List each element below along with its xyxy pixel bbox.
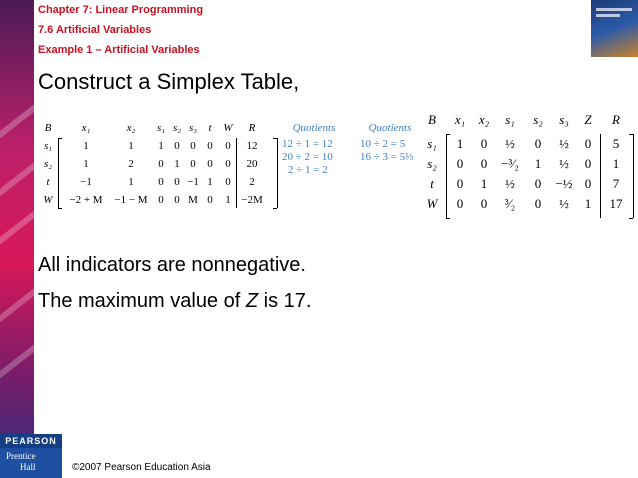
section-title: 7.6 Artificial Variables <box>38 24 152 36</box>
table-cell: 1 <box>456 136 464 151</box>
matrix-bracket <box>446 134 634 218</box>
table-cell: 0 <box>480 156 488 171</box>
matrix-bracket <box>58 138 278 208</box>
conclusion-text: is 17. <box>258 290 312 312</box>
bracket-tick <box>273 138 277 139</box>
column-header: t <box>208 122 212 134</box>
table-cell: M <box>188 194 198 206</box>
bracket-tick <box>446 134 450 135</box>
logo-top-text: PEARSON <box>0 434 62 448</box>
row-basis-label: s₂ <box>427 156 437 171</box>
bracket-tick <box>58 208 62 209</box>
table-cell: ½ <box>505 136 515 151</box>
column-header: x₂ <box>126 122 136 134</box>
conclusion-line-2 <box>38 290 311 313</box>
table-cell: 0 <box>158 158 164 170</box>
row-basis-label: t <box>430 176 434 191</box>
table-cell: 1 <box>158 140 164 152</box>
column-header: Z <box>584 112 592 127</box>
table-cell: 0 <box>225 176 231 188</box>
table-cell: ³⁄₂ <box>504 196 516 211</box>
table-cell: 2 <box>128 158 134 170</box>
row-basis-label: W <box>426 196 438 211</box>
table-cell: 1 <box>584 196 592 211</box>
column-header: x₂ <box>478 112 490 127</box>
next-simplex-table <box>424 112 632 224</box>
table-cell: ½ <box>505 176 515 191</box>
quotient-line: 10 ÷ 2 = 5 <box>360 138 406 150</box>
table-cell: 1 <box>83 140 89 152</box>
row-basis-label: s₂ <box>43 158 53 170</box>
table-cell: 0 <box>584 136 592 151</box>
bracket-tick <box>446 218 450 219</box>
bracket-tick <box>629 134 633 135</box>
column-header: R <box>612 112 620 127</box>
table-cell: 0 <box>158 176 164 188</box>
column-header: W <box>223 122 233 134</box>
logo-line: Prentice <box>6 451 36 461</box>
quotients-label-2: Quotients <box>368 122 412 134</box>
quotients-label-1: Quotients <box>292 122 336 134</box>
table-cell: 1 <box>612 156 620 171</box>
table-cell: 1 <box>128 140 134 152</box>
table-cell: ½ <box>559 196 569 211</box>
chapter-title: Chapter 7: Linear Programming <box>38 4 204 16</box>
bracket-tick <box>629 218 633 219</box>
slide-header <box>38 0 203 60</box>
table-cell: 0 <box>584 176 592 191</box>
table-cell: 1 <box>83 158 89 170</box>
example-title: Example 1 – Artificial Variables <box>38 44 200 56</box>
table-cell: −1 − M <box>114 194 148 206</box>
column-header: B <box>428 112 436 127</box>
table-cell: ½ <box>559 156 569 171</box>
table-cell: 0 <box>174 140 180 152</box>
table-cell: 1 <box>480 176 488 191</box>
table-cell: −1 <box>80 176 92 188</box>
row-basis-label: s₁ <box>427 136 437 151</box>
table-cell: 0 <box>225 158 231 170</box>
pearson-logo <box>0 434 62 478</box>
table-cell: 2 <box>249 176 255 188</box>
table-cell: ½ <box>559 136 569 151</box>
table-cell: 0 <box>456 176 464 191</box>
table-cell: −2M <box>241 194 263 206</box>
row-basis-label: t <box>46 176 50 188</box>
conclusion-variable: Z <box>245 290 259 312</box>
row-basis-label: s₁ <box>43 140 53 152</box>
column-header: x₁ <box>454 112 466 127</box>
table-cell: 0 <box>158 194 164 206</box>
table-cell: 0 <box>207 140 213 152</box>
bracket-tick <box>58 138 62 139</box>
table-cell: −2 + M <box>69 194 103 206</box>
table-cell: 1 <box>174 158 180 170</box>
table-cell: 0 <box>584 156 592 171</box>
table-cell: −³⁄₂ <box>501 156 519 171</box>
bracket-tick <box>273 208 277 209</box>
column-header: s₁ <box>156 122 166 134</box>
table-cell: −1 <box>187 176 199 188</box>
table-cell: 0 <box>534 136 542 151</box>
quotient-line: 16 ÷ 3 = 5⅓ <box>360 151 414 163</box>
column-header: x₁ <box>81 122 91 134</box>
column-header: s₂ <box>172 122 182 134</box>
table-cell: 0 <box>190 140 196 152</box>
quotient-line: 2 ÷ 1 = 2 <box>288 164 328 176</box>
row-basis-label: W <box>43 194 53 206</box>
table-cell: 1 <box>534 156 542 171</box>
table-cell: 0 <box>207 158 213 170</box>
table-cell: −½ <box>555 176 573 191</box>
table-cell: 1 <box>225 194 231 206</box>
decorative-sidebar <box>0 0 34 478</box>
quotient-line: 12 ÷ 1 = 12 <box>282 138 333 150</box>
table-cell: 12 <box>246 140 258 152</box>
table-cell: 0 <box>534 196 542 211</box>
conclusion-text: The maximum value of <box>38 290 246 312</box>
table-cell: 0 <box>534 176 542 191</box>
table-cell: 5 <box>612 136 620 151</box>
quotient-line: 20 ÷ 2 = 10 <box>282 151 333 163</box>
rhs-divider <box>600 134 601 218</box>
column-header: s₃ <box>559 112 569 127</box>
logo-line: Hall <box>20 462 36 472</box>
table-cell: 0 <box>174 194 180 206</box>
column-header: s₂ <box>533 112 543 127</box>
column-header: B <box>44 122 52 134</box>
table-cell: 20 <box>246 158 258 170</box>
book-cover-image <box>591 0 638 57</box>
table-cell: 0 <box>456 156 464 171</box>
table-cell: 0 <box>456 196 464 211</box>
table-cell: 0 <box>480 196 488 211</box>
table-cell: 0 <box>190 158 196 170</box>
initial-simplex-table <box>38 118 278 210</box>
conclusion-line-1: All indicators are nonnegative. <box>38 254 306 276</box>
table-cell: 0 <box>225 140 231 152</box>
slide-title: Construct a Simplex Table, <box>38 69 300 94</box>
column-header: s₁ <box>505 112 515 127</box>
quotients-column-1 <box>282 122 346 177</box>
table-cell: 0 <box>480 136 488 151</box>
copyright-text: ©2007 Pearson Education Asia <box>72 462 211 473</box>
table-cell: 0 <box>174 176 180 188</box>
column-header: s₃ <box>188 122 198 134</box>
table-cell: 1 <box>128 176 134 188</box>
rhs-divider <box>236 138 237 208</box>
table-cell: 7 <box>612 176 620 191</box>
logo-bottom-text <box>6 451 36 473</box>
table-cell: 1 <box>207 176 213 188</box>
column-header: R <box>248 122 256 134</box>
table-cell: 0 <box>207 194 213 206</box>
table-cell: 17 <box>609 196 623 211</box>
